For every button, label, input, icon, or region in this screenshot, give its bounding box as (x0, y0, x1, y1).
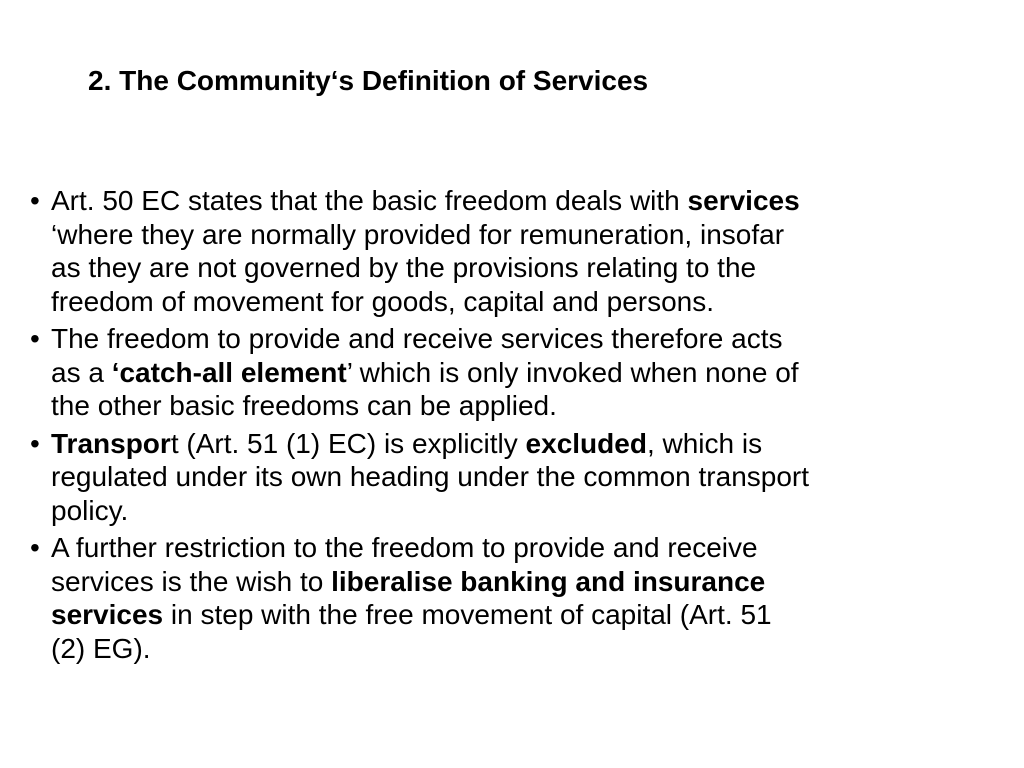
bullet-line (51, 427, 990, 461)
bullet-line (51, 218, 990, 252)
bullet-line (51, 285, 990, 319)
text-run: Art. 50 EC states that the basic freedom deals with (51, 185, 688, 216)
bold-text: Transpor (51, 427, 171, 459)
text-run: ‘where they are normally provided for remuneration, insofar (51, 218, 785, 250)
bullet-item (30, 322, 990, 423)
slide-title: 2. The Community‘s Definition of Services (88, 65, 649, 96)
bullet-line (51, 494, 990, 528)
bullet-line (51, 565, 990, 599)
text-run: (2) EG). (51, 632, 151, 664)
text-run: A further restriction to the freedom to provide and receive (51, 532, 758, 563)
bullet-line (51, 460, 990, 494)
bullet-mark: • (30, 323, 40, 354)
bold-text: liberalise banking and insurance (331, 565, 766, 597)
bold-text: services (51, 599, 164, 630)
text-run: services is the wish to (51, 565, 332, 597)
bullet-mark: • (30, 427, 40, 459)
bold-text: ‘catch-all element (111, 356, 347, 388)
text-run: ’ which is only invoked when none of (346, 356, 799, 388)
bullet-line (51, 251, 990, 285)
bullet-line (51, 184, 990, 218)
bullet-mark: • (30, 532, 40, 563)
bullet-line (51, 531, 990, 565)
text-run: as they are not governed by the provisions relating to the (51, 252, 757, 283)
bullet-item (30, 184, 990, 318)
text-run: t (Art. 51 (1) EC) is explicitly (170, 427, 526, 459)
bullet-item (30, 427, 990, 528)
bold-text: services (687, 185, 800, 216)
bullet-list (30, 184, 990, 669)
text-run: policy. (51, 494, 129, 526)
bold-text: excluded (525, 427, 647, 459)
bullet-line (51, 632, 990, 666)
bullet-line (51, 389, 990, 423)
bullet-item (30, 531, 990, 665)
text-run: the other basic freedoms can be applied. (51, 390, 557, 421)
bullet-mark: • (30, 185, 40, 216)
bullet-line (51, 598, 990, 632)
text-run: in step with the free movement of capital (Art. 51 (163, 599, 772, 630)
text-run: as a (51, 356, 112, 388)
text-run: The freedom to provide and receive services therefore acts (51, 323, 783, 354)
text-run: regulated under its own heading under the common transport (51, 461, 810, 492)
text-run: , which is (646, 427, 763, 459)
bullet-line (51, 356, 990, 390)
bullet-line (51, 322, 990, 356)
text-run: freedom of movement for goods, capital and persons. (51, 285, 715, 317)
